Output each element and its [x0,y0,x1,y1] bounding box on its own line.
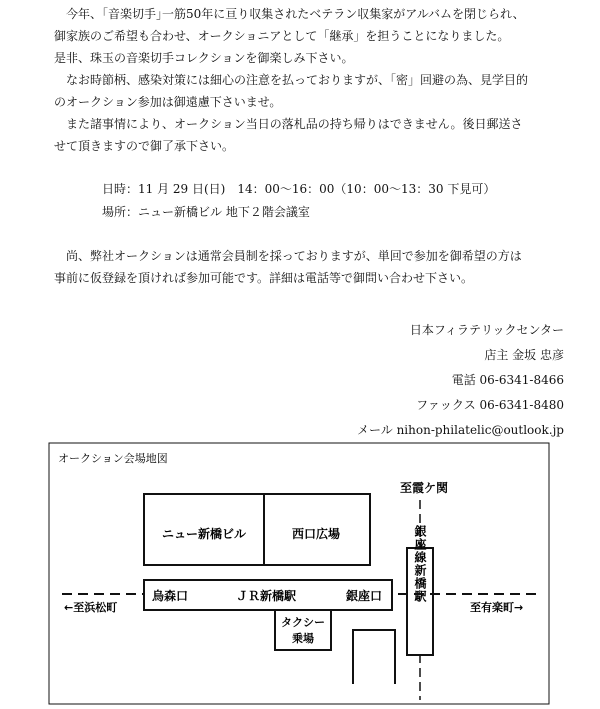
ginza-exit-label: 銀座口 [345,589,383,603]
text-line: 是非、珠玉の音楽切手コレクションを御楽しみ下さい。 [54,51,354,65]
taxi-stand-label-line1: タクシー [281,616,325,629]
lower-building-outline [353,630,395,684]
text-line: 事前に仮登録を頂ければ参加可能です。詳細は電話等で御問い合わせ下さい。 [54,271,474,285]
text-line: 御家族のご希望も合わせ、オークショニアとして「継承」を担うことになりました。 [54,29,510,43]
to-kasumigaseki-label: 至霞ケ関 [399,481,449,495]
new-shinbashi-building-label: ニュー新橋ビル [161,527,247,541]
event-datetime: 日時：11 月 29 日(日) 14：00～16：00（10：00～13：30 下見可） [102,182,496,196]
taxi-stand-label-line2: 乗場 [292,632,314,645]
map-title: オークション会場地図 [58,452,168,465]
text-line: 尚、弊社オークションは通常会員制を採っておりますが、単回で参加を御希望の方は [66,249,522,263]
karasumori-exit-label: 烏森口 [151,589,189,603]
email-address: メール nihon-philatelic@outlook.jp [357,423,564,437]
west-exit-plaza-label: 西口広場 [291,527,341,541]
text-line: 今年、｢音楽切手｣一筋50年に亘り収集されたベテラン収集家がアルバムを閉じられ、 [66,7,525,21]
to-hamamatsucho-label: ←至浜松町 [64,601,118,614]
owner-name: 店主 金坂 忠彦 [484,348,564,362]
event-venue: 場所：ニュー新橋ビル 地下２階会議室 [102,205,310,219]
to-yurakucho-label: 至有楽町→ [470,601,524,614]
text-line: また諸事情により、オークション当日の落札品の持ち帰りはできません。後日郵送さ [66,117,523,131]
jr-shinbashi-station-label: ＪＲ新橋駅 [235,589,297,603]
ginza-line-station-label: 銀座線新橋駅 [413,525,427,603]
company-name: 日本フィラテリックセンター [409,323,564,337]
text-line: なお時節柄、感染対策には細心の注意を払っておりますが、「密」回避の為、見学目的 [66,73,529,87]
text-line: せて頂きますので御了承下さい。 [54,139,235,153]
fax-number: ファックス 06-6341-8480 [416,398,564,412]
map-frame [49,443,549,704]
phone-number: 電話 06-6341-8466 [451,373,564,387]
text-line: のオークション参加は御遠慮下さいませ。 [54,95,282,109]
